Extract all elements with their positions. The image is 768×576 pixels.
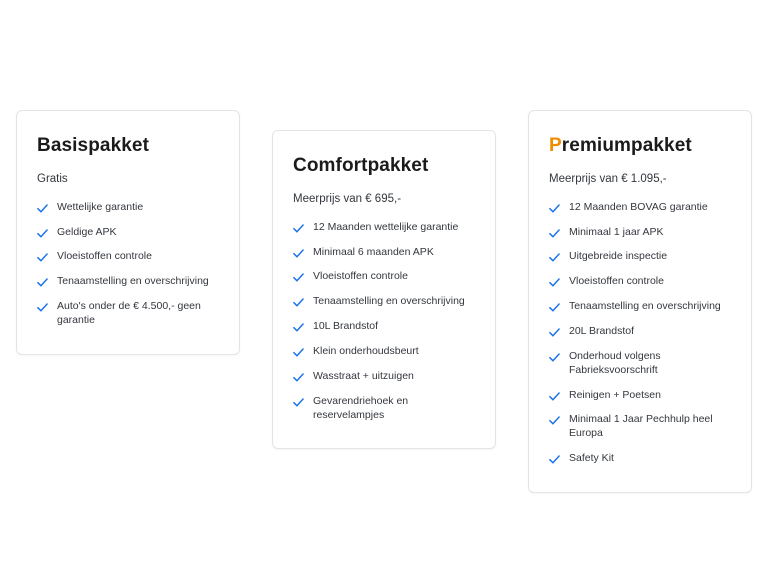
package-title-comfortpakket (293, 155, 475, 178)
package-title-basispakket (37, 135, 219, 158)
list-item (549, 250, 731, 264)
check-icon (293, 397, 304, 408)
feature-label: Minimaal 1 jaar APK (569, 225, 664, 238)
list-item (293, 370, 475, 384)
list-item (293, 295, 475, 309)
package-card-basispakket[interactable] (16, 110, 240, 355)
check-icon (549, 228, 560, 239)
feature-list-comfortpakket (293, 221, 475, 423)
feature-list-basispakket (37, 201, 219, 328)
check-icon (37, 228, 48, 239)
feature-label: Uitgebreide inspectie (569, 250, 668, 263)
list-item (293, 221, 475, 235)
check-icon (549, 415, 560, 426)
feature-label: Safety Kit (569, 452, 614, 465)
check-icon (293, 322, 304, 333)
package-price-premiumpakket: Meerprijs van € 1.095,- (549, 172, 667, 185)
list-item (549, 300, 731, 314)
package-price-basispakket: Gratis (37, 172, 68, 185)
package-title-accent-premiumpakket: P (549, 135, 562, 156)
list-item (293, 320, 475, 334)
list-item (549, 413, 731, 441)
list-item (293, 395, 475, 423)
list-item (37, 300, 219, 328)
feature-label: 12 Maanden BOVAG garantie (569, 200, 708, 213)
list-item (37, 275, 219, 289)
check-icon (37, 203, 48, 214)
check-icon (549, 391, 560, 402)
check-icon (549, 203, 560, 214)
check-icon (549, 327, 560, 338)
list-item (37, 250, 219, 264)
feature-label: Klein onderhoudsbeurt (313, 345, 419, 358)
check-icon (293, 297, 304, 308)
check-icon (293, 272, 304, 283)
feature-label: 10L Brandstof (313, 320, 378, 333)
package-title-premiumpakket (549, 135, 731, 158)
check-icon (549, 302, 560, 313)
feature-label: Vloeistoffen controle (57, 250, 152, 263)
check-icon (549, 277, 560, 288)
list-item (549, 452, 731, 466)
package-card-comfortpakket[interactable] (272, 130, 496, 449)
package-title-text-basispakket: Basispakket (37, 135, 150, 156)
feature-label: Wasstraat + uitzuigen (313, 369, 414, 382)
feature-label: Vloeistoffen controle (313, 270, 408, 283)
feature-label: 20L Brandstof (569, 325, 634, 338)
feature-label: Reinigen + Poetsen (569, 388, 661, 401)
check-icon (293, 372, 304, 383)
package-title-text-comfortpakket: Comfortpakket (293, 155, 429, 176)
list-item (293, 246, 475, 260)
list-item (549, 389, 731, 403)
check-icon (293, 223, 304, 234)
list-item (549, 275, 731, 289)
feature-list-premiumpakket (549, 201, 731, 466)
feature-label: Minimaal 6 maanden APK (313, 245, 434, 258)
check-icon (37, 302, 48, 313)
list-item (549, 226, 731, 240)
feature-label: Minimaal 1 Jaar Pechhulp heel Europa (569, 413, 713, 440)
list-item (549, 201, 731, 215)
feature-label: Tenaamstelling en overschrijving (313, 295, 465, 308)
list-item (293, 345, 475, 359)
feature-label: Auto's onder de € 4.500,- geen garantie (57, 300, 201, 327)
check-icon (37, 252, 48, 263)
package-title-text-premiumpakket: remiumpakket (561, 135, 692, 156)
feature-label: Wettelijke garantie (57, 200, 144, 213)
feature-label: Vloeistoffen controle (569, 275, 664, 288)
feature-label: Tenaamstelling en overschrijving (569, 300, 721, 313)
list-item (549, 325, 731, 339)
feature-label: Onderhoud volgens Fabrieksvoorschrift (569, 349, 661, 376)
list-item (37, 201, 219, 215)
list-item (37, 226, 219, 240)
check-icon (549, 252, 560, 263)
check-icon (549, 454, 560, 465)
check-icon (293, 347, 304, 358)
package-price-comfortpakket: Meerprijs van € 695,- (293, 192, 402, 205)
feature-label: Tenaamstelling en overschrijving (57, 275, 209, 288)
package-card-premiumpakket[interactable] (528, 110, 752, 493)
feature-label: Geldige APK (57, 225, 117, 238)
feature-label: Gevarendriehoek en reservelampjes (313, 394, 409, 421)
list-item (293, 270, 475, 284)
feature-label: 12 Maanden wettelijke garantie (313, 220, 459, 233)
check-icon (37, 277, 48, 288)
list-item (549, 350, 731, 378)
check-icon (293, 248, 304, 259)
check-icon (549, 352, 560, 363)
